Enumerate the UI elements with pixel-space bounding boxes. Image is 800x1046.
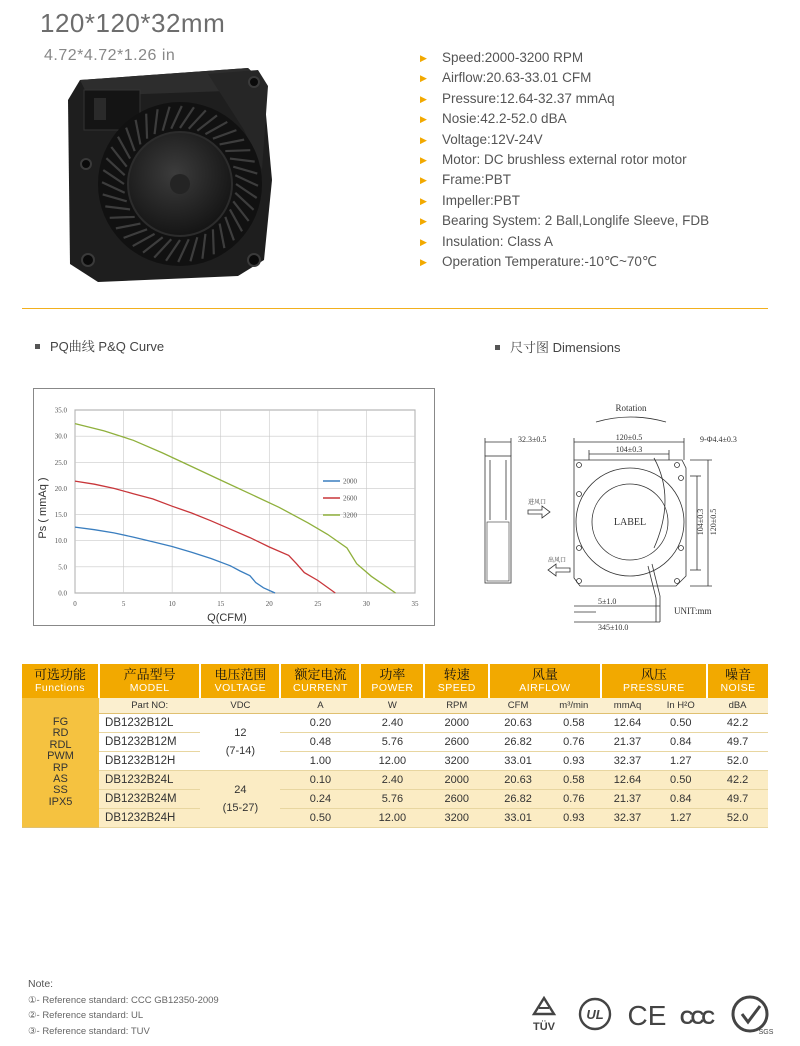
function-rp: RP: [52, 761, 69, 774]
cell-speed: 2000: [424, 714, 489, 733]
cell-current: 0.48: [280, 733, 360, 752]
pq-curve-heading: PQ曲线 P&Q Curve: [35, 336, 164, 355]
unit-m3min: m³/min: [547, 698, 601, 714]
bullet-arrow-icon: ▶: [420, 93, 427, 104]
spec-item-frame: ▶ Frame:PBT: [420, 170, 709, 190]
svg-text:CCC: CCC: [679, 1008, 713, 1029]
spec-item-temperature: ▶ Operation Temperature:-10℃~70℃: [420, 252, 709, 272]
header-airflow: 风量 AIRFLOW: [489, 664, 600, 698]
cell-mmaq: 32.37: [601, 809, 655, 828]
x-tick-label: 10: [168, 600, 176, 608]
cell-speed: 3200: [424, 809, 489, 828]
functions-cell: [22, 698, 99, 828]
table-row: [22, 714, 768, 733]
header-voltage: 电压范围 VOLTAGE: [200, 664, 280, 698]
blower-fan-image: [58, 60, 284, 286]
y-tick-label: 0.0: [58, 589, 67, 598]
cell-noise: 52.0: [707, 752, 768, 771]
svg-text:SGS: SGS: [758, 1029, 774, 1036]
cell-noise: 49.7: [707, 733, 768, 752]
x-tick-label: 15: [217, 600, 225, 608]
legend-label-2600: 2600: [343, 494, 357, 503]
cell-mmaq: 12.64: [601, 771, 655, 790]
cell-cfm: 20.63: [489, 771, 547, 790]
cell-inh2o: 0.50: [654, 714, 707, 733]
model-spec-table: [22, 664, 768, 828]
function-ss: SS: [53, 784, 68, 797]
cell-power: 2.40: [360, 771, 424, 790]
cell-mmaq: 12.64: [601, 714, 655, 733]
ce-logo-icon: [628, 1000, 667, 1031]
spec-item-airflow: ▶ Airflow:20.63-33.01 CFM: [420, 68, 709, 88]
dimensions-heading: 尺寸图 Dimensions: [495, 337, 621, 356]
certification-logos: [528, 992, 778, 1038]
cell-current: 0.10: [280, 771, 360, 790]
notes-block: [28, 977, 219, 1039]
sgs-logo-icon: [733, 997, 774, 1036]
unit-a: A: [280, 698, 360, 714]
table-row: [22, 771, 768, 790]
fan-label-text: LABEL: [613, 517, 647, 528]
cell-power: 5.76: [360, 733, 424, 752]
y-tick-label: 20.0: [54, 484, 67, 493]
tuv-logo-icon: [533, 998, 556, 1033]
ul-logo-icon: [580, 999, 610, 1029]
cell-speed: 2600: [424, 790, 489, 809]
note-item: ②- Reference standard: UL: [28, 1010, 144, 1021]
spec-item-insulation: ▶ Insulation: Class A: [420, 232, 709, 252]
y-tick-label: 30.0: [54, 432, 67, 441]
dim-width-inner: 104±0.3: [615, 445, 643, 454]
section-divider: [22, 308, 768, 309]
table-row: [22, 809, 768, 828]
x-tick-label: 0: [73, 600, 77, 608]
cell-inh2o: 0.50: [654, 771, 707, 790]
dim-height-inner: 104±0.3: [696, 508, 705, 536]
impeller-blade: [213, 229, 214, 254]
header-current: 额定电流 CURRENT: [280, 664, 360, 698]
cell-model: DB1232B12M: [99, 733, 200, 752]
spec-item-voltage: ▶ Voltage:12V-24V: [420, 130, 709, 150]
function-rdl: RDL: [49, 738, 72, 751]
cell-m3min: 0.76: [547, 790, 601, 809]
product-size-title: 120*120*32mm: [40, 8, 226, 38]
chart-x-axis-label: Q(CFM): [207, 612, 247, 624]
table-row: [22, 733, 768, 752]
impeller-blade: [225, 150, 250, 151]
ccc-logo-icon: [680, 1008, 715, 1029]
unit-inh2o: In H²O: [654, 698, 707, 714]
header-pressure: 风压 PRESSURE: [601, 664, 707, 698]
cell-inh2o: 0.84: [654, 790, 707, 809]
bullet-arrow-icon: ▶: [420, 154, 427, 165]
dimension-drawing: [476, 398, 776, 636]
y-tick-label: 10.0: [54, 537, 67, 546]
bullet-arrow-icon: ▶: [420, 134, 427, 145]
svg-text:CE: CE: [627, 1000, 667, 1031]
table-row: [22, 752, 768, 771]
cell-current: 0.20: [280, 714, 360, 733]
cell-noise: 49.7: [707, 790, 768, 809]
cell-model: DB1232B24M: [99, 790, 200, 809]
unit-dba: dBA: [707, 698, 768, 714]
table-header-row: [22, 664, 768, 698]
spec-item-noise: ▶ Nosie:42.2-52.0 dBA: [420, 109, 709, 129]
cell-model: DB1232B12L: [99, 714, 200, 733]
cell-power: 5.76: [360, 790, 424, 809]
spec-item-motor: ▶ Motor: DC brushless external rotor motor: [420, 150, 709, 170]
unit-w: W: [360, 698, 424, 714]
product-size-inches: 4.72*4.72*1.26 in: [44, 47, 176, 64]
cell-current: 1.00: [280, 752, 360, 771]
cell-power: 2.40: [360, 714, 424, 733]
cell-speed: 3200: [424, 752, 489, 771]
unit-label: UNIT:mm: [674, 606, 712, 616]
outlet-label: 出风口: [548, 558, 567, 564]
bullet-arrow-icon: ▶: [420, 216, 427, 227]
y-tick-label: 5.0: [58, 563, 67, 572]
square-bullet-icon: [495, 345, 500, 350]
cell-inh2o: 1.27: [654, 809, 707, 828]
x-tick-label: 5: [121, 600, 126, 608]
unit-vdc: VDC: [200, 698, 280, 714]
bullet-arrow-icon: ▶: [420, 195, 427, 206]
bullet-arrow-icon: ▶: [420, 256, 427, 267]
dim-hole-spec: 9-Φ4.4±0.3: [700, 435, 737, 444]
bullet-arrow-icon: ▶: [420, 175, 427, 186]
unit-part-no: Part NO:: [99, 698, 200, 714]
x-tick-label: 30: [362, 600, 370, 608]
bullet-arrow-icon: ▶: [420, 114, 427, 125]
header-functions: 可选功能 Functions: [22, 664, 99, 698]
cell-cfm: 26.82: [489, 790, 547, 809]
square-bullet-icon: [35, 344, 40, 349]
unit-mmaq: mmAq: [601, 698, 655, 714]
cell-noise: 42.2: [707, 771, 768, 790]
x-tick-label: 20: [265, 600, 273, 608]
cell-noise: 52.0: [707, 809, 768, 828]
spec-item-speed: ▶ Speed:2000-3200 RPM: [420, 48, 709, 68]
x-tick-label: 35: [411, 600, 419, 608]
cell-cfm: 26.82: [489, 733, 547, 752]
cell-model: DB1232B24L: [99, 771, 200, 790]
dim-height-outer: 120±0.5: [709, 508, 718, 536]
table-units-row: [22, 698, 768, 714]
cell-m3min: 0.93: [547, 752, 601, 771]
dim-wire-length: 345±10.0: [598, 623, 629, 632]
cell-mmaq: 21.37: [601, 790, 655, 809]
spec-item-bearing: ▶ Bearing System: 2 Ball,Longlife Sleeve, FDB: [420, 211, 709, 231]
cell-current: 0.50: [280, 809, 360, 828]
dim-width-outer: 120±0.5: [615, 433, 643, 442]
cell-current: 0.24: [280, 790, 360, 809]
y-tick-label: 15.0: [54, 511, 67, 520]
note-item: ①- Reference standard: CCC GB12350-2009: [28, 994, 219, 1006]
impeller-blade: [146, 114, 147, 139]
unit-rpm: RPM: [424, 698, 489, 714]
voltage-group-24: 24 (15-27): [200, 771, 280, 828]
spec-item-impeller: ▶ Impeller:PBT: [420, 191, 709, 211]
chart-y-axis-label: Ps ( mmAq ): [37, 477, 49, 539]
bullet-arrow-icon: ▶: [420, 73, 427, 84]
cell-cfm: 20.63: [489, 714, 547, 733]
cell-mmaq: 21.37: [601, 733, 655, 752]
cell-power: 12.00: [360, 752, 424, 771]
dim-wire-strip: 5±1.0: [598, 597, 617, 606]
header-model: 产品型号 MODEL: [99, 664, 200, 698]
function-ipx5: IPX5: [48, 795, 73, 808]
bullet-arrow-icon: ▶: [420, 236, 427, 247]
spec-item-pressure: ▶ Pressure:12.64-32.37 mmAq: [420, 89, 709, 109]
y-tick-label: 35.0: [54, 406, 67, 415]
cell-speed: 2600: [424, 733, 489, 752]
cell-cfm: 33.01: [489, 752, 547, 771]
cell-m3min: 0.93: [547, 809, 601, 828]
cell-noise: 42.2: [707, 714, 768, 733]
inlet-label: 进风口: [528, 500, 547, 506]
note-item: ③- Reference standard: TUV: [28, 1025, 150, 1037]
cell-speed: 2000: [424, 771, 489, 790]
function-pwm: PWM: [47, 750, 74, 763]
svg-text:UL: UL: [586, 1007, 604, 1022]
x-tick-label: 25: [314, 600, 322, 608]
cell-power: 12.00: [360, 809, 424, 828]
cell-inh2o: 1.27: [654, 752, 707, 771]
impeller-blade: [110, 217, 135, 218]
svg-text:TÜV: TÜV: [533, 1021, 555, 1033]
legend-label-3200: 3200: [343, 511, 357, 520]
notes-title: Note:: [28, 978, 54, 990]
y-tick-label: 25.0: [54, 458, 67, 467]
bullet-arrow-icon: ▶: [420, 53, 427, 63]
function-fg: FG: [52, 715, 69, 728]
header-power: 功率 POWER: [360, 664, 424, 698]
rotation-label: Rotation: [615, 403, 647, 413]
cell-m3min: 0.58: [547, 714, 601, 733]
cell-mmaq: 32.37: [601, 752, 655, 771]
unit-cfm: CFM: [489, 698, 547, 714]
spec-list: [420, 48, 709, 272]
cell-cfm: 33.01: [489, 809, 547, 828]
table-row: [22, 790, 768, 809]
pq-curve-chart: [33, 388, 435, 626]
header-noise: 噪音 NOISE: [707, 664, 768, 698]
cell-model: DB1232B12H: [99, 752, 200, 771]
dim-thickness: 32.3±0.5: [518, 435, 547, 444]
cell-model: DB1232B24H: [99, 809, 200, 828]
voltage-group-12: 12 (7-14): [200, 714, 280, 771]
cell-inh2o: 0.84: [654, 733, 707, 752]
function-rd: RD: [52, 727, 69, 740]
legend-label-2000: 2000: [343, 477, 357, 486]
cell-m3min: 0.58: [547, 771, 601, 790]
cell-m3min: 0.76: [547, 733, 601, 752]
function-as: AS: [53, 772, 68, 785]
header-speed: 转速 SPEED: [424, 664, 489, 698]
